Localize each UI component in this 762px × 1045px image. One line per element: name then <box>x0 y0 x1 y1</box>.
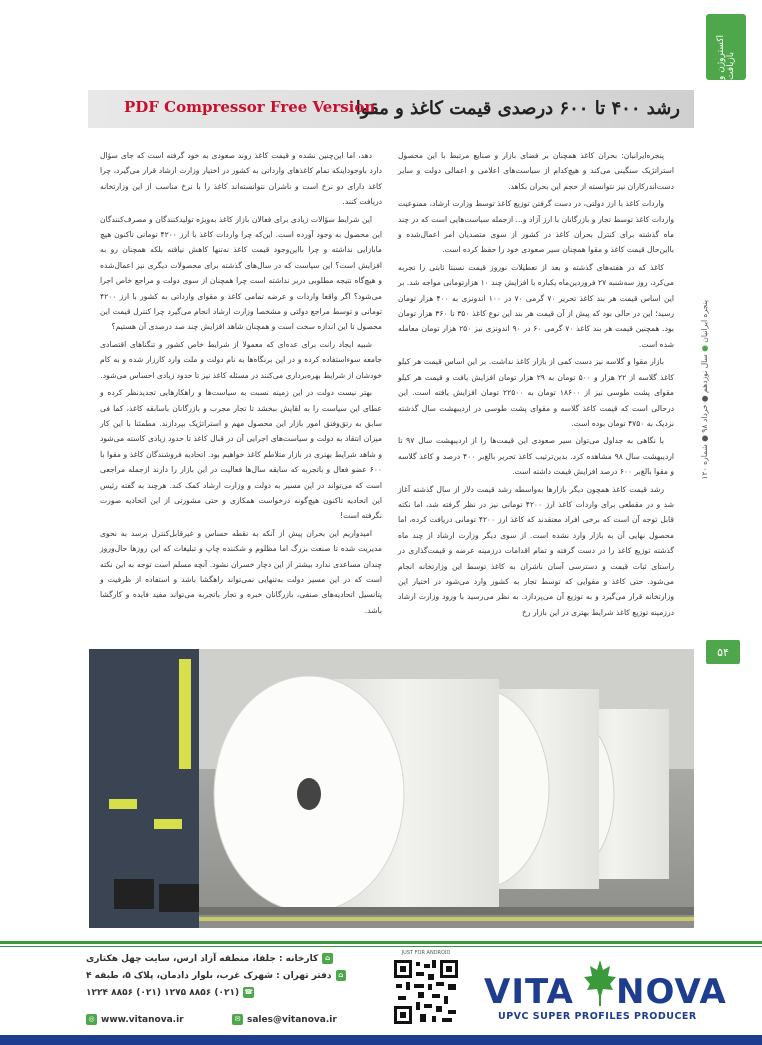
paper-rolls-photo <box>89 649 694 928</box>
paragraph: رشد قیمت کاغذ همچون دیگر بازارها به‌واسطه رشد قیمت دلار از سال گذشته آغاز شد و در مقطعی برای واردات کاغذ ارز ۴۲۰۰ تومانی نیز در نظر گرفته شد، اما نکته قابل توجه آن است که برخی افراد معتقدند که کاغذ ارز ۴۲۰۰ تومانی دریافت کرده، اما محصول نهایی آن به بازار وارد نشده است. از سوی دیگر وزارت ارشاد از چند ماه گذشته توزیع کاغذ را در دست گرفته و تمام اقدامات درزمینه عرضه و قیمت‌گذاری در راستای ثبات قیمت و دسترسی آسان ناشران به کاغذ توسط این وزارتخانه انجام می‌شود. حتی کاغذ و مقوایی که توسط تجار به کشور وارد می‌شود در اختیار این وزارتخانه قرار می‌گیرد و به توزیع آن می‌پردازد. به نظر می‌رسید با ورود وزارت ارشاد درزمینه توزیع کاغذ شرایط بهتری در این بازار رخ <box>398 484 674 617</box>
paragraph: واردات کاغذ با ارز دولتی، در دست گرفتن توزیع کاغذ توسط وزارت ارشاد، ممنوعیت واردات کاغذ توسط تجار و بازرگانان با ارز آزاد و... ازجمله سیاست‌هایی است که در چند ماه گذشته برای کنترل بحران کاغذ در کشور از سوی متصدیان امر اعمال‌شده و بااین‌حال قیمت کاغذ و مقوا همچنان سیر صعودی خود را حفظ کرده است. <box>398 199 674 255</box>
issue-info: سال نوزدهم ● خرداد ۹۸ ● شماره ۱۲۰ <box>700 354 709 480</box>
article-column-left <box>100 148 382 620</box>
section-tab-label: اکستروژن و بازیافت <box>716 34 736 80</box>
contact-block <box>86 950 346 1001</box>
article-column-right <box>398 148 674 622</box>
issue-meta: پنجره ایرانیان ● سال نوزدهم ● خرداد ۹۸ ● شماره ۱۲۰ <box>700 300 709 480</box>
phone-numbers: (۰۲۱) ۸۸۵۶ ۱۲۷۵ (۰۲۱) ۸۸۵۶ ۱۲۲۴ <box>86 987 240 998</box>
phone-icon: ☎ <box>244 988 253 996</box>
footer-divider-thin <box>0 946 762 947</box>
brand-tagline: UPVC SUPER PROFILES PRODUCER <box>498 1011 697 1022</box>
website-row[interactable] <box>86 1014 184 1025</box>
maple-leaf-icon <box>584 960 616 1006</box>
qr-caption: JUST FOR ANDROID <box>401 950 451 956</box>
bottom-band <box>0 1035 762 1045</box>
factory-icon: ⌂ <box>322 953 333 964</box>
phone-row <box>86 984 346 1001</box>
factory-address-row <box>86 950 346 967</box>
paragraph: دهد، اما این‌چنین نشده و قیمت کاغذ روند صعودی به خود گرفته است که جای سؤال دارد باوجوداینکه تمام کاغذهای وارداتی به کشور در اختیار وزارت ارشاد قرار می‌گیرد، چرا کاغذ دارای دو نرخ است و ناشران نتوانسته‌اند کاغذ را با نرخ مناسب از این وزارتخانه دریافت کنند. <box>100 151 382 207</box>
globe-icon: ◎ <box>86 1014 97 1025</box>
paragraph: بهتر نیست دولت در این زمینه نسبت به سیاست‌ها و راهکارهایی تجدیدنظر کرده و عطای این سیاست را به لقایش ببخشد تا تجار مجرب و بازرگانان باسابقه کاغذ، کما فی سابق به رتق‌وفتق امور بازار این محصول مهم و استراتژیک بپردازند. مطمئنا با این کار میزان انتقاد به دولت و سیاست‌های اجرایی آن در قبال کاغذ تا حدود زیادی کاسته می‌شود و شاهد شرایط بهتری در بازار متلاطم کاغذ خواهیم بود. اتحادیه فروشندگان کاغذ و مقوا با ۶۰۰ عضو فعال و باتجربه که سابقه سال‌ها فعالیت در این بازار را دارند ازجمله مراجعی است که می‌تواند در این مسیر به دولت و وزارت ارشاد کمک کند. هرچند به گفته رئیس این اتحادیه تاکنون هیچ‌گونه درخواست همکاری و حتی مشورتی از این اتحادیه صورت نگرفته است! <box>100 388 382 521</box>
paper-rolls-illustration <box>89 649 694 928</box>
paragraph: این شرایط سؤالات زیادی برای فعالان بازار کاغذ به‌ویژه تولیدکنندگان و مصرف‌کنندگان این محصول به وجود آورده است. این‌که چرا واردات کاغذ با ارز ۴۲۰۰ تومانی تاکنون هیچ مابازایی نداشته و چرا بااین‌وجود قیمت کاغذ نه‌تنها کاهش نیافته بلکه همچنان رو به افزایش است؟ این سیاست که در سال‌های گذشته برای محصولات دیگری نیز اعمال‌شده و هیچ‌گاه نتیجه مطلوبی دربر نداشته است چرا همچنان از سوی دولت و مراجع خاص اجرا می‌شود؟ اگر واقعا واردات و عرضه تمامی کاغذ و مقوای وارداتی به کشور با ارز ۴۲۰۰ تومانی و توسط مراجع دولتی و مشخصا وزارت ارشاد انجام می‌گیرد چرا کنترل قیمت این محصول تا این اندازه سخت است و همچنان شاهد افزایش چند صد درصدی آن هستیم؟ <box>100 214 382 332</box>
office-icon: ⌂ <box>336 970 347 981</box>
page-number: ۵۴ <box>706 640 740 664</box>
article-title: رشد ۴۰۰ تا ۶۰۰ درصدی قیمت کاغذ و مقوا <box>355 98 680 119</box>
footer-divider <box>0 941 762 944</box>
office-address-row <box>86 967 346 984</box>
factory-address: کارخانه : جلفا، منطقه آزاد ارس، سایت چهل هکتاری <box>86 953 319 964</box>
brand-left-word: VITA <box>484 972 574 1012</box>
paragraph: شبیه ایجاد رانت برای عده‌ای که معمولا از شرایط خاص کشور و تنگناهای اقتصادی جامعه سوءاستفاده کرده و در این برنگاه‌ها به نام دولت و ملت وارد کارزار شده و به کام خودشان از شرایط بهره‌برداری می‌کنند در مسئله کاغذ نیز تا حدود زیادی احساس می‌شود. <box>100 339 382 380</box>
office-address: دفتر تهران : شهرک غرب، بلوار دادمان، پلاک ۵، طبقه ۴ <box>86 970 332 981</box>
brand-right-word: NOVA <box>616 972 727 1012</box>
qr-code-icon[interactable] <box>392 958 460 1026</box>
email-link[interactable]: sales@vitanova.ir <box>247 1014 337 1025</box>
qr-block[interactable] <box>392 950 460 1034</box>
paragraph: بازار مقوا و گلاسه نیز دست کمی از بازار کاغذ نداشت. بر این اساس قیمت هر کیلو کاغذ گلاسه از ۲۲ هزار و ۵۰۰ تومان به ۲۹ هزار تومان افزایش یافت و قیمت هر کیلو مقوای پشت طوسی نیز از ۱۸۶۰۰ تومان به ۲۲۵۰۰ تومان افزایش یافته است. این درحالی است که قیمت کاغذ گلاسه و مقوای پشت طوسی در اردیبهشت سال گذشته نزدیک به ۴۷۵۰ تومان بوده است. <box>398 357 674 428</box>
mail-icon: ✉ <box>232 1014 243 1025</box>
paragraph: پنجره‌ایرانیان: بحران کاغذ همچنان بر فضای بازار و صنایع مرتبط با این محصول استراتژیک سنگینی می‌کند و هیچ‌کدام از سیاست‌های اعلامی و اعمالی دولت و سایر دست‌اندرکاران نیز نتوانسته از حجم این بحران بکاهد. <box>398 151 674 191</box>
brand-logo <box>472 952 727 1032</box>
paragraph: امیدواریم این بحران پیش از آنکه به نقطه حساس و غیرقابل‌کنترل برسد به نحوی مدیریت شده تا صنعت بزرگ اما مظلوم و شکننده چاپ و تبلیغات که این روزها حال‌وروز چندان مساعدی ندارد بیشتر از این دچار خسران نشود. آنچه مسلم است توجه به این نکته است که در این مسیر دولت به‌تنهایی نمی‌تواند راهگشا باشد و استفاده از ظرفیت و پتانسیل اتحادیه‌های صنفی، بازرگانان خبره و تجار باتجربه می‌تواند مفید فایده و کارگشا باشد. <box>100 528 382 615</box>
publication-name: پنجره ایرانیان <box>700 300 709 343</box>
paragraph: کاغذ که در هفته‌های گذشته و بعد از تعطیلات نوروز قیمت نسبتا ثابتی را تجربه می‌کرد، روز سه‌شنبه ۲۷ فروردین‌ماه یکباره با افزایش چند ۱۰ هزارتومانی مواجه شد. بر این اساس قیمت هر بند کاغذ تحریر ۷۰ گرمی ۷۰ در ۱۰۰ اندونزی به ۴۰۰ هزار تومان رسید؛ این در حالی بود که پیش از آن قیمت هر بند این نوع کاغذ ۳۵۰ تا ۳۶۰ هزار تومان بود. همچنین قیمت هر بند کاغذ ۷۰ گرمی ۶۰ در ۹۰ اندونزی نیز ۲۵۰ هزار تومان معامله شده است. <box>398 262 675 349</box>
email-row[interactable] <box>232 1014 337 1025</box>
watermark: PDF Compressor Free Version <box>124 98 376 116</box>
paragraph: با نگاهی به جداول می‌توان سیر صعودی این قیمت‌ها را از اردیبهشت سال ۹۷ تا اردیبهشت سال ۹۸ مشاهده کرد. بدین‌ترتیب کاغذ تحریر بالغ‌بر ۴۰۰ درصد و کاغذ گلاسه و مقوا بالغ‌بر ۶۰۰ درصد افزایش قیمت داشته است. <box>398 436 674 477</box>
website-link[interactable]: www.vitanova.ir <box>101 1014 184 1025</box>
section-tab <box>706 14 746 80</box>
